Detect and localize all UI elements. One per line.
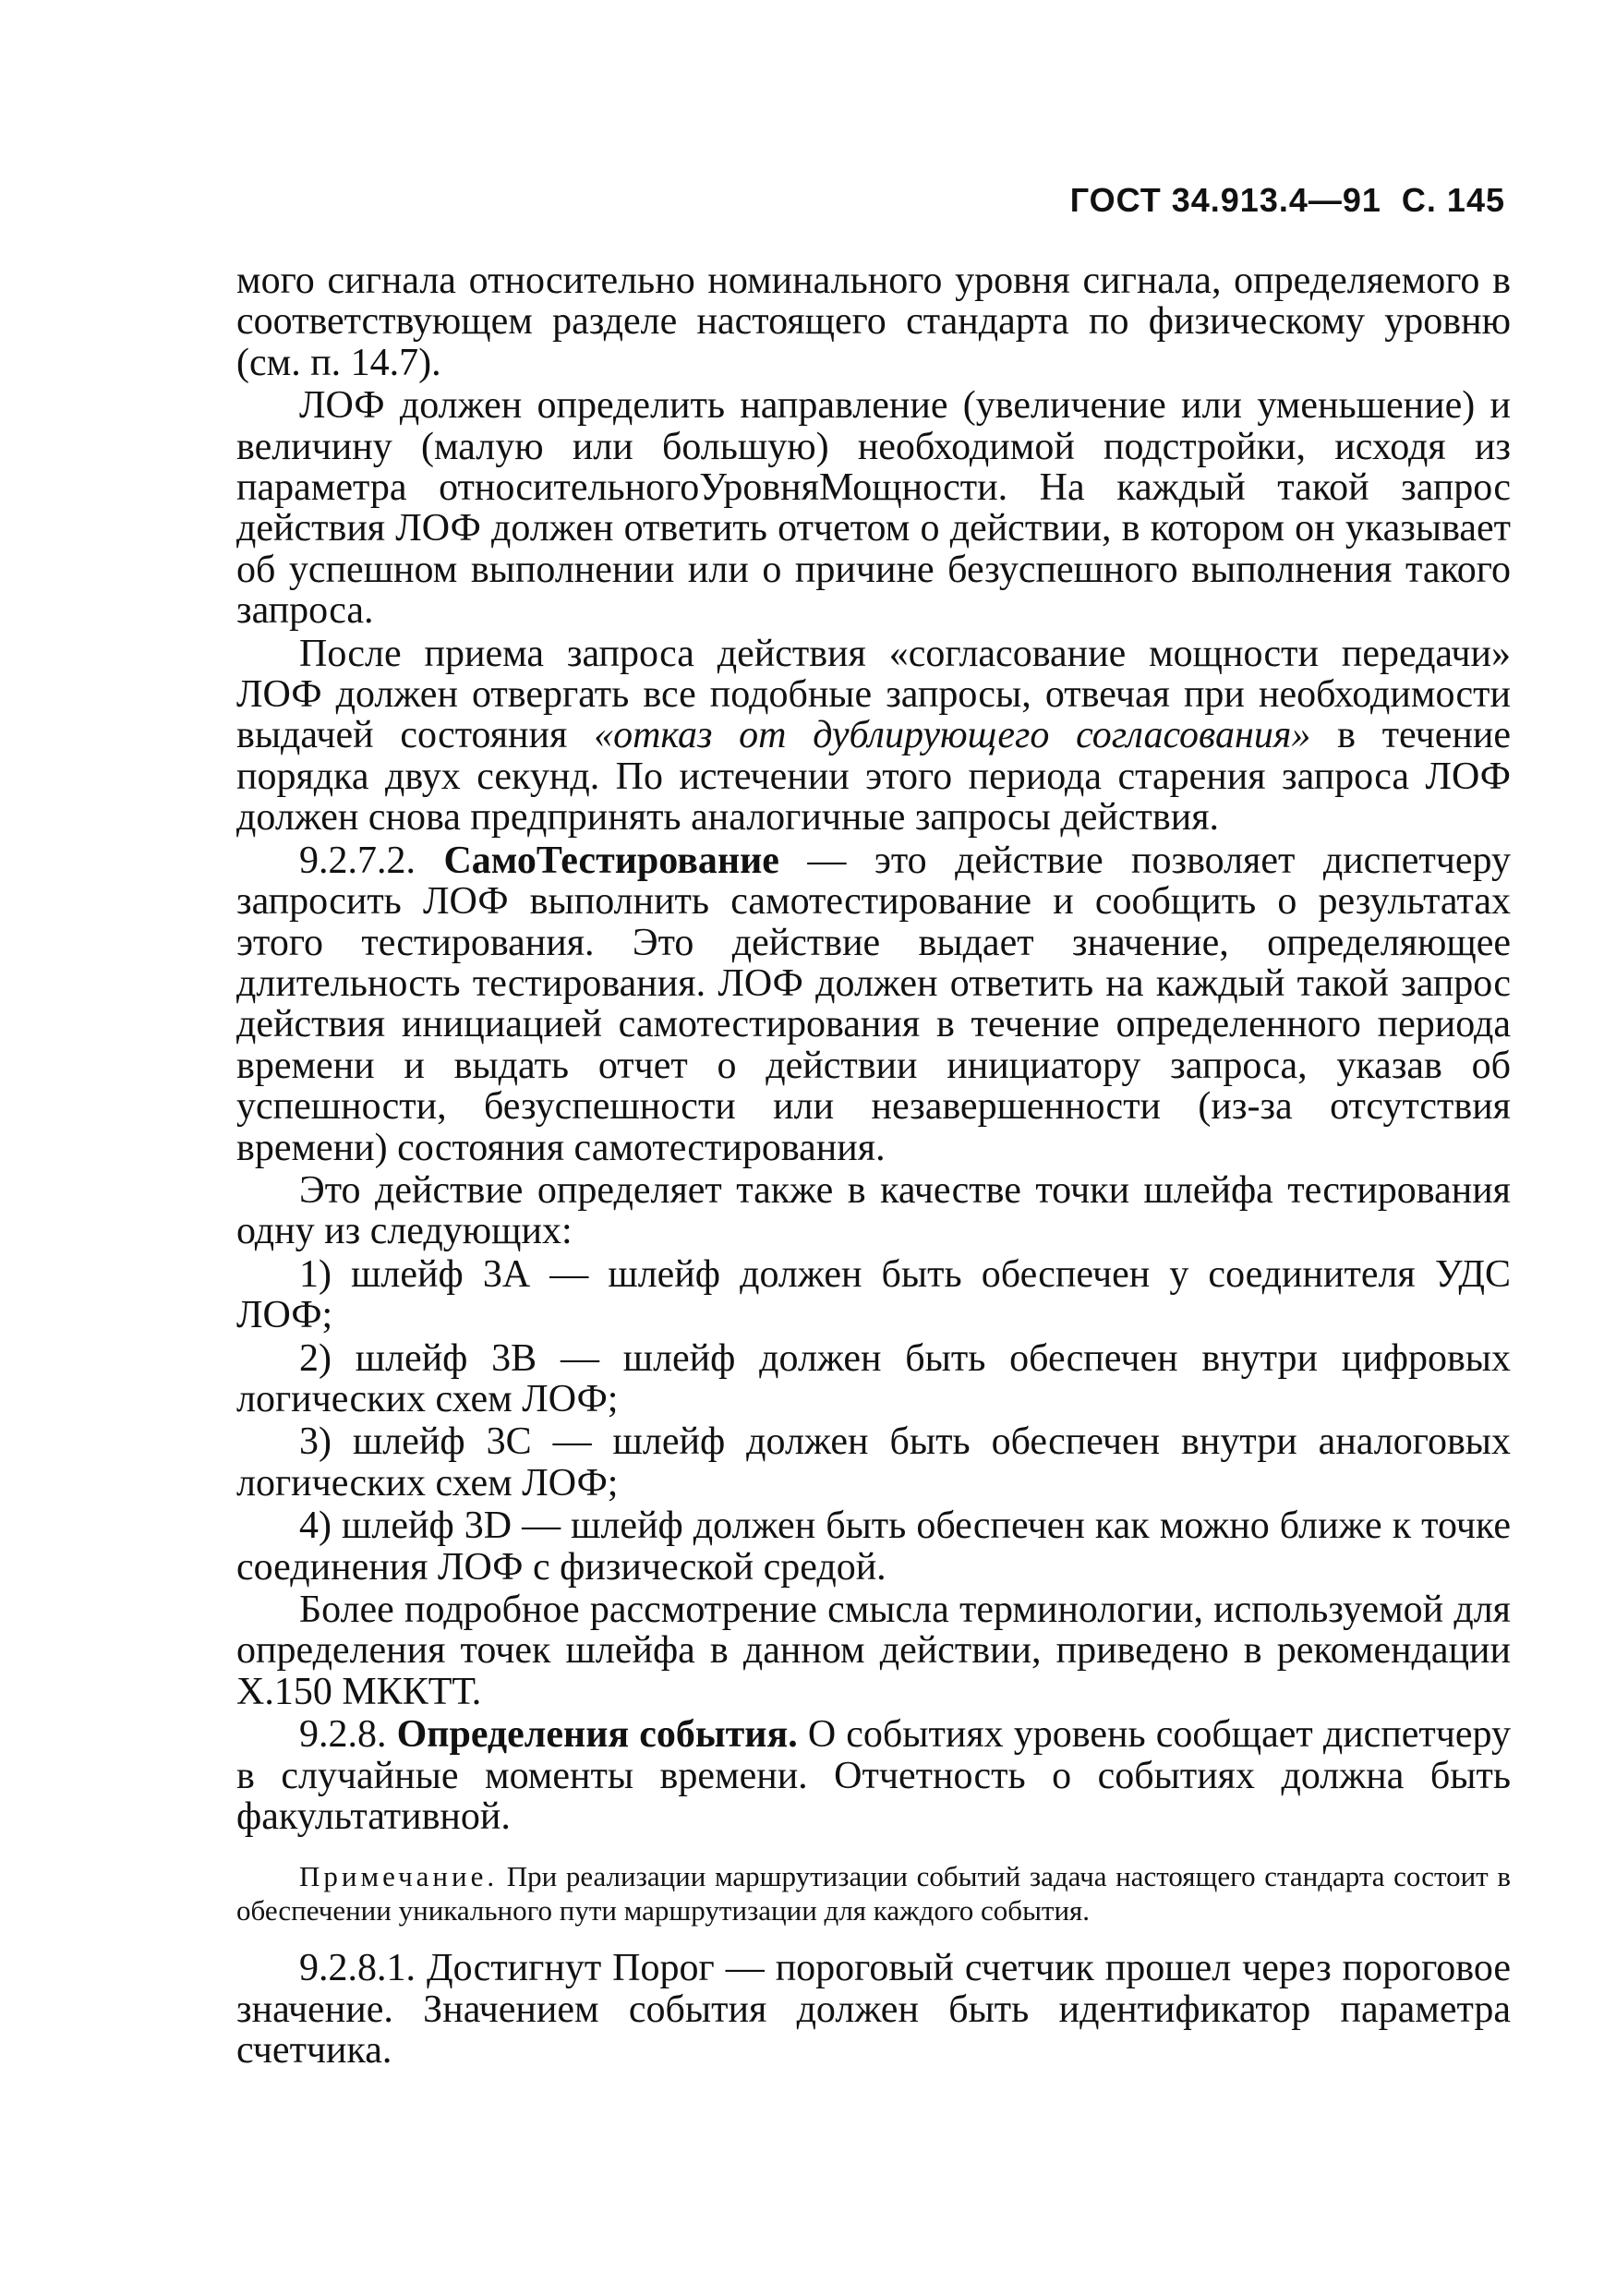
section-text: О событиях уровень сообщает диспетчеру в случайные моменты времени. Отчетность о событиях должна быть факультативной. [236,1713,1511,1839]
standard-designation: ГОСТ 34.913.4—91 [1069,181,1381,219]
section-9-2-8-1: 9.2.8.1. Достигнут Порог — пороговый счетчик прошел через пороговое значение. Значением события должен быть идентификатор параметра счетчика. [236,1947,1511,2072]
paragraph-text: После приема запроса действия «согласование мощности передачи» ЛОФ должен отвергать все подобные запросы, отвечая при необходимости выдачей состояния [236,632,1511,757]
section-9-2-8 [236,1714,1511,1837]
page-number: С. 145 [1401,181,1505,219]
list-item: 1) шлейф 3А — шлейф должен быть обеспечен у соединителя УДС ЛОФ; [236,1252,1511,1337]
paragraph-continuation: мого сигнала относительно номинального уровня сигнала, определяемого в соответствующем разделе настоящего стандарта по физическому уровню (см. п. 14.7). [236,260,1511,384]
list-item: 2) шлейф 3В — шлейф должен быть обеспечен внутри цифровых логических схем ЛОФ; [236,1336,1511,1420]
paragraph-terminology: Более подробное рассмотрение смысла терминологии, используемой для определения точек шлейфа в данном действии, приведено в рекомендации Х.150 МККТТ. [236,1589,1511,1713]
paragraph-adjustment: ЛОФ должен определить направление (увеличение или уменьшение) и величину (малую или большую) необходимой подстройки, исходя из параметра относительногоУровняМощности. На каждый такой запрос действия ЛОФ должен ответить отчетом о действии, в котором он указывает об успешном выполнении или о причине безуспешного выполнения такого запроса. [236,384,1511,633]
paragraph-loop-intro: Это действие определяет также в качестве точки шлейфа тестирования одну из следующих: [236,1168,1511,1253]
body-text [236,260,1511,2073]
italic-status: «отказ от дублирующего согласования» [594,714,1311,757]
note [236,1859,1511,1927]
note-text: При реализации маршрутизации событий задача настоящего стандарта состоит в обеспечении уникального пути маршрутизации для каждого события. [236,1860,1511,1927]
section-term: Определения события. [396,1713,798,1757]
note-label: Примечание. [299,1860,499,1893]
section-term: СамоТестирование [443,839,779,882]
paragraph-power-agreement [236,634,1511,839]
section-number: 9.2.8. [299,1713,397,1757]
list-item: 3) шлейф 3С — шлейф должен быть обеспечен внутри аналоговых логических схем ЛОФ; [236,1420,1511,1504]
page-header [1070,181,1505,220]
list-item: 4) шлейф 3D — шлейф должен быть обеспечен как можно ближе к точке соединения ЛОФ с физической средой. [236,1504,1511,1589]
section-text: — это действие позволяет диспетчеру запросить ЛОФ выполнить самотестирование и сообщить о результатах этого тестирования. Это действие выдает значение, определяющее длительность тестирования. ЛОФ должен ответить на каждый такой запрос действия инициацией самотестирования в течение определенного периода времени и выдать отчет о действии инициатору запроса, указав об успешности, безуспешности или незавершенности (из-за отсутствия времени) состояния самотестирования. [236,839,1512,1169]
paragraph-text: в течение порядка двух секунд. По истечении этого периода старения запроса ЛОФ должен снова предпринять аналогичные запросы действия. [236,714,1511,840]
section-number: 9.2.7.2. [299,839,444,882]
section-9-2-7-2 [236,840,1511,1168]
